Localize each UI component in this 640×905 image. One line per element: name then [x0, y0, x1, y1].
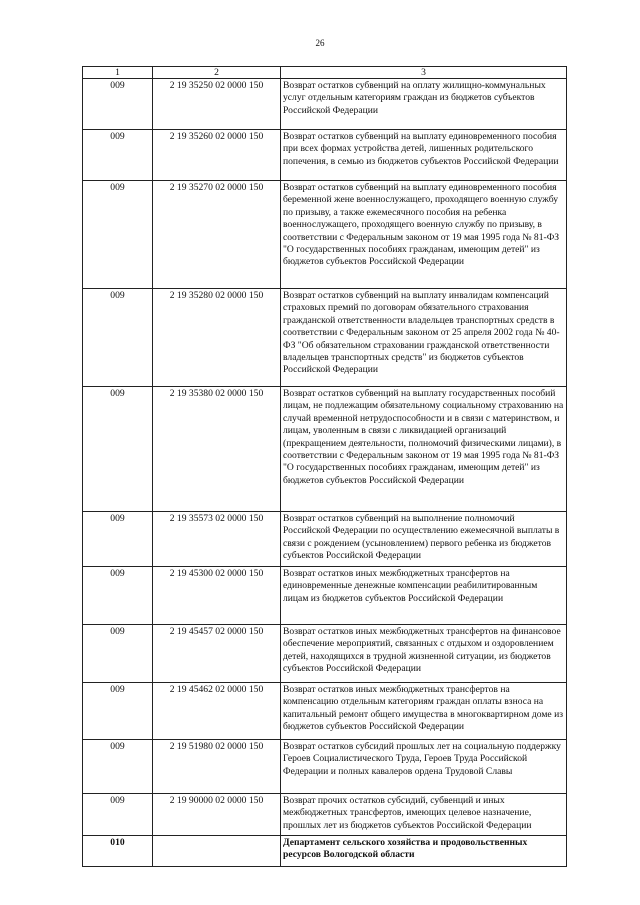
table-row — [83, 794, 567, 836]
revenue-name-cell: Возврат остатков иных межбюджетных трансфертов на финансовое обеспечение мероприятий, связанных с отдыхом и оздоровлением детей, находящихся в трудной жизненной ситуации, из бюджетов субъектов Российской Федерации — [281, 625, 567, 683]
table-row — [83, 181, 567, 289]
header-col-3: 3 — [281, 67, 567, 79]
table-row — [83, 512, 567, 567]
budget-code-cell: 2 19 45462 02 0000 150 — [153, 683, 281, 740]
budget-code-cell: 2 19 45457 02 0000 150 — [153, 625, 281, 683]
table-row — [83, 387, 567, 512]
table-row — [83, 79, 567, 130]
table-row — [83, 836, 567, 867]
admin-code-cell: 009 — [83, 740, 153, 794]
budget-code-cell: 2 19 35260 02 0000 150 — [153, 130, 281, 181]
admin-code-cell: 009 — [83, 289, 153, 387]
revenue-name-cell: Возврат остатков субсидий прошлых лет на социальную поддержку Героев Социалистического Труда, Героев Труда Российской Федерации и полных кавалеров ордена Трудовой Славы — [281, 740, 567, 794]
table-row — [83, 683, 567, 740]
admin-code-cell: 009 — [83, 181, 153, 289]
admin-code-cell: 009 — [83, 794, 153, 836]
revenue-name-cell: Возврат прочих остатков субсидий, субвенций и иных межбюджетных трансфертов, имеющих целевое назначение, прошлых лет из бюджетов субъектов Российской Федерации — [281, 794, 567, 836]
header-col-2: 2 — [153, 67, 281, 79]
table-row — [83, 625, 567, 683]
admin-code-cell: 009 — [83, 79, 153, 130]
budget-code-cell: 2 19 51980 02 0000 150 — [153, 740, 281, 794]
admin-code-cell: 009 — [83, 567, 153, 625]
budget-codes-table — [82, 66, 567, 867]
table-header — [83, 67, 567, 79]
budget-code-cell: 2 19 35573 02 0000 150 — [153, 512, 281, 567]
revenue-name-cell: Возврат остатков субвенций на оплату жилищно-коммунальных услуг отдельным категориям граждан из бюджетов субъектов Российской Федерации — [281, 79, 567, 130]
admin-code-cell: 009 — [83, 683, 153, 740]
revenue-name-cell: Возврат остатков иных межбюджетных трансфертов на компенсацию отдельным категориям граждан оплаты взноса на капитальный ремонт общего имущества в многоквартирном доме из бюджетов субъектов Российской Федерации — [281, 683, 567, 740]
budget-code-cell: 2 19 35270 02 0000 150 — [153, 181, 281, 289]
admin-code-cell: 009 — [83, 512, 153, 567]
revenue-name-cell: Возврат остатков субвенций на выплату единовременного пособия при всех формах устройства детей, лишенных родительского попечения, в семью из бюджетов субъектов Российской Федерации — [281, 130, 567, 181]
table-body — [83, 79, 567, 867]
admin-code-cell: 009 — [83, 130, 153, 181]
admin-code-cell: 009 — [83, 625, 153, 683]
budget-code-cell: 2 19 90000 02 0000 150 — [153, 794, 281, 836]
revenue-name-cell: Возврат остатков субвенций на выплату инвалидам компенсаций страховых премий по договорам обязательного страхования гражданской ответственности владельцев транспортных средств в соответствии с Федеральным законом от 25 апреля 2002 года № 40-ФЗ "Об обязательном страховании гражданской ответственности владельцев транспортных средств" из бюджетов субъектов Российской Федерации — [281, 289, 567, 387]
page-number: 26 — [315, 38, 325, 48]
budget-code-cell: 2 19 45300 02 0000 150 — [153, 567, 281, 625]
admin-code-cell: 009 — [83, 387, 153, 512]
budget-code-cell: 2 19 35280 02 0000 150 — [153, 289, 281, 387]
revenue-name-cell: Департамент сельского хозяйства и продовольственных ресурсов Вологодской области — [281, 836, 567, 867]
budget-code-cell — [153, 836, 281, 867]
admin-code-cell: 010 — [83, 836, 153, 867]
table-row — [83, 567, 567, 625]
table-row — [83, 289, 567, 387]
revenue-name-cell: Возврат остатков субвенций на выполнение полномочий Российской Федерации по осуществлению ежемесячной выплаты в связи с рождением (усыновлением) первого ребенка из бюджетов субъектов Российской Федерации — [281, 512, 567, 567]
table-row — [83, 130, 567, 181]
header-col-1: 1 — [83, 67, 153, 79]
budget-code-cell: 2 19 35250 02 0000 150 — [153, 79, 281, 130]
revenue-name-cell: Возврат остатков субвенций на выплату государственных пособий лицам, не подлежащим обязательному социальному страхованию на случай временной нетрудоспособности и в связи с материнством, и лицам, уволенным в связи с ликвидацией организаций (прекращением деятельности, полномочий физическими лицами), в соответствии с Федеральным законом от 19 мая 1995 года № 81-ФЗ "О государственных пособиях гражданам, имеющим детей" из бюджетов субъектов Российской Федерации — [281, 387, 567, 512]
table-row — [83, 740, 567, 794]
revenue-name-cell: Возврат остатков иных межбюджетных трансфертов на единовременные денежные компенсации реабилитированным лицам из бюджетов субъектов Российской Федерации — [281, 567, 567, 625]
revenue-name-cell: Возврат остатков субвенций на выплату единовременного пособия беременной жене военнослужащего, проходящего военную службу по призыву, а также ежемесячного пособия на ребенка военнослужащего, проходящего военную службу по призыву, в соответствии с Федеральным законом от 19 мая 1995 года № 81-ФЗ "О государственных пособиях гражданам, имеющим детей" из бюджетов субъектов Российской Федерации — [281, 181, 567, 289]
budget-code-cell: 2 19 35380 02 0000 150 — [153, 387, 281, 512]
header-row — [83, 67, 567, 79]
